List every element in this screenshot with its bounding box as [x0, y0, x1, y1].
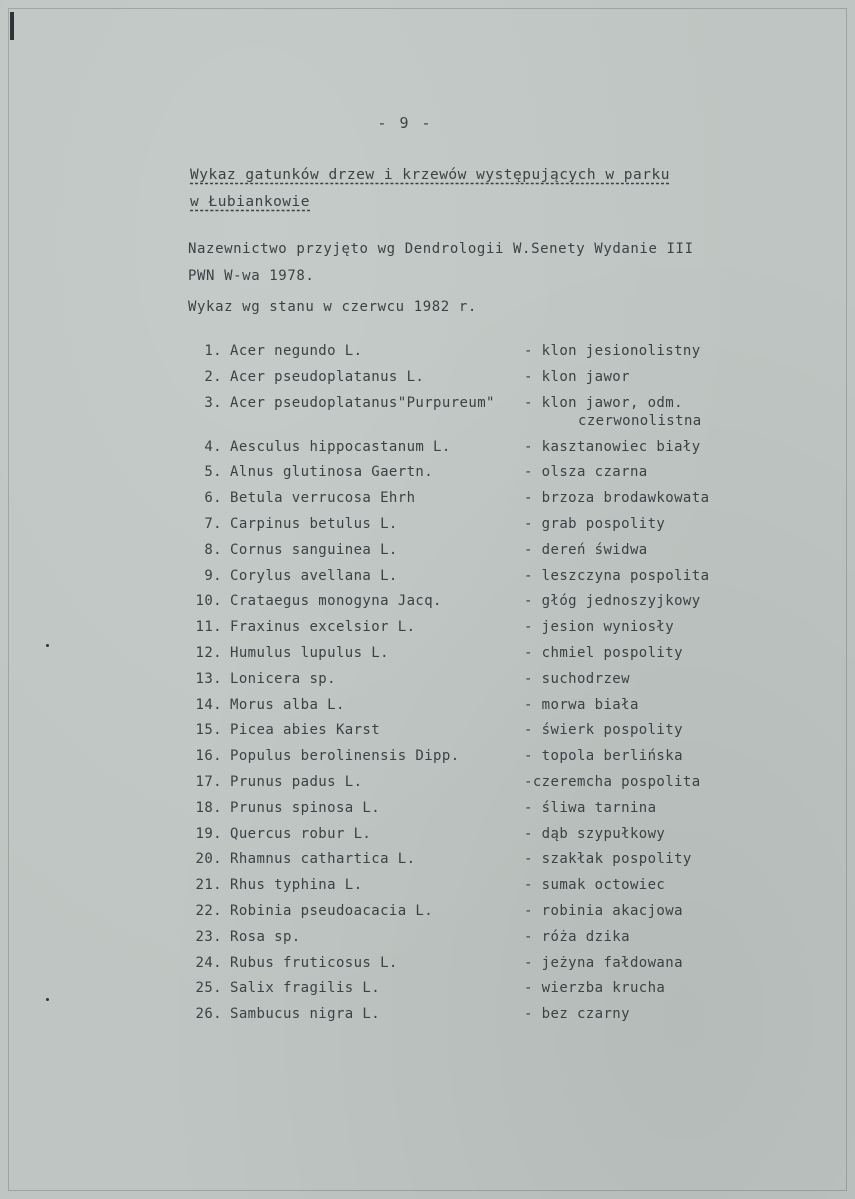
latin-name: Robinia pseudoacacia L. — [230, 902, 434, 919]
list-item — [188, 929, 788, 955]
item-number: 25. — [195, 980, 222, 997]
item-number: 3. — [204, 394, 222, 411]
list-item — [188, 980, 788, 1006]
item-number: 22. — [195, 902, 222, 919]
polish-name: - suchodrzew — [524, 670, 630, 687]
list-item — [188, 369, 788, 395]
intro-line-3: Wykaz wg stanu w czerwcu 1982 r. — [188, 299, 477, 315]
list-item — [188, 619, 788, 645]
item-number: 1. — [204, 343, 222, 359]
item-number: 19. — [195, 825, 222, 842]
margin-dot — [46, 644, 49, 647]
polish-name: - głóg jednoszyjkowy — [524, 593, 701, 610]
polish-name: - świerk pospolity — [524, 722, 683, 739]
latin-name: Rubus fruticosus L. — [230, 954, 398, 971]
polish-name: - morwa biała — [524, 696, 639, 713]
list-item — [188, 851, 788, 877]
latin-name: Acer pseudoplatanus"Purpureum" — [230, 394, 495, 411]
item-number: 26. — [195, 1006, 222, 1023]
latin-name: Acer negundo L. — [230, 343, 363, 359]
item-number: 24. — [195, 954, 222, 971]
item-number: 7. — [204, 515, 222, 532]
item-number: 11. — [195, 619, 222, 636]
latin-name: Sambucus nigra L. — [230, 1006, 381, 1023]
list-item — [188, 955, 788, 981]
item-number: 21. — [195, 877, 222, 894]
intro-paragraph — [188, 236, 808, 321]
item-number: 23. — [195, 928, 222, 945]
item-number: 16. — [195, 748, 222, 765]
list-item — [188, 774, 788, 800]
list-item — [188, 697, 788, 723]
intro-line-2: PWN W-wa 1978. — [188, 268, 315, 284]
list-item — [188, 343, 788, 369]
item-number: 2. — [204, 368, 222, 385]
item-number: 12. — [195, 644, 222, 661]
polish-name: - robinia akacjowa — [524, 902, 683, 919]
list-item — [188, 826, 788, 852]
latin-name: Morus alba L. — [230, 696, 345, 713]
polish-name: - olsza czarna — [524, 464, 648, 481]
item-number: 17. — [195, 773, 222, 790]
margin-dot — [46, 998, 49, 1001]
polish-name: - dąb szypułkowy — [524, 825, 666, 842]
latin-name: Cornus sanguinea L. — [230, 541, 398, 558]
list-item — [188, 800, 788, 826]
list-item — [188, 516, 788, 542]
list-item — [188, 542, 788, 568]
latin-name: Crataegus monogyna Jacq. — [230, 593, 442, 610]
latin-name: Acer pseudoplatanus L. — [230, 368, 425, 385]
latin-name: Prunus spinosa L. — [230, 799, 381, 816]
item-number: 4. — [204, 438, 222, 455]
list-item — [188, 439, 788, 465]
latin-name: Rhus typhina L. — [230, 877, 363, 894]
item-number: 20. — [195, 851, 222, 868]
species-list — [188, 343, 788, 1032]
list-item — [188, 490, 788, 516]
list-item — [188, 395, 788, 439]
polish-name: - jesion wyniosły — [524, 619, 675, 636]
intro-line-1: Nazewnictwo przyjęto wg Dendrologii W.Senety Wydanie III — [188, 241, 694, 257]
list-item — [188, 671, 788, 697]
polish-name: - szakłak pospolity — [524, 851, 692, 868]
item-number: 15. — [195, 722, 222, 739]
latin-name: Carpinus betulus L. — [230, 515, 398, 532]
list-item — [188, 645, 788, 671]
latin-name: Rosa sp. — [230, 928, 301, 945]
list-item — [188, 903, 788, 929]
item-number: 9. — [204, 567, 222, 584]
item-number: 5. — [204, 464, 222, 481]
latin-name: Betula verrucosa Ehrh — [230, 490, 416, 507]
polish-name: - jeżyna fałdowana — [524, 954, 683, 971]
list-item — [188, 464, 788, 490]
list-item — [188, 1006, 788, 1032]
latin-name: Populus berolinensis Dipp. — [230, 748, 460, 765]
polish-name: - klon jawor — [524, 368, 630, 385]
latin-name: Humulus lupulus L. — [230, 644, 389, 661]
list-item — [188, 748, 788, 774]
latin-name: Alnus glutinosa Gaertn. — [230, 464, 434, 481]
polish-name: - wierzba krucha — [524, 980, 666, 997]
item-number: 8. — [204, 541, 222, 558]
list-item — [188, 593, 788, 619]
list-item — [188, 877, 788, 903]
polish-name: - chmiel pospolity — [524, 644, 683, 661]
polish-name: - topola berlińska — [524, 748, 683, 765]
latin-name: Lonicera sp. — [230, 670, 336, 687]
latin-name: Fraxinus excelsior L. — [230, 619, 416, 636]
title-line-1: Wykaz gatunków drzew i krzewów występujących w parku — [190, 167, 670, 183]
polish-name: - klon jawor, odm. — [524, 394, 683, 411]
latin-name: Aesculus hippocastanum L. — [230, 438, 451, 455]
latin-name: Salix fragilis L. — [230, 980, 381, 997]
polish-name: - grab pospolity — [524, 515, 666, 532]
item-number: 14. — [195, 696, 222, 713]
page-number: - 9 - — [377, 114, 433, 132]
item-number: 10. — [195, 593, 222, 610]
title-line-2: w Łubiankowie — [190, 194, 310, 210]
list-item — [188, 568, 788, 594]
item-number: 18. — [195, 799, 222, 816]
polish-name: - brzoza brodawkowata — [524, 490, 710, 507]
polish-name: - róża dzika — [524, 928, 630, 945]
latin-name: Rhamnus cathartica L. — [230, 851, 416, 868]
polish-name: - leszczyna pospolita — [524, 567, 710, 584]
item-number: 13. — [195, 670, 222, 687]
polish-name: - bez czarny — [524, 1006, 630, 1023]
polish-name: - sumak octowiec — [524, 877, 666, 894]
polish-name: - kasztanowiec biały — [524, 438, 701, 455]
polish-name: - klon jesionolistny — [524, 343, 701, 359]
list-item — [188, 722, 788, 748]
corner-mark — [10, 12, 14, 40]
polish-name: -czeremcha pospolita — [524, 773, 701, 790]
latin-name: Picea abies Karst — [230, 722, 381, 739]
item-number: 6. — [204, 490, 222, 507]
document-title — [190, 162, 790, 216]
polish-name-continuation: czerwonolistna — [578, 412, 702, 429]
polish-name: - śliwa tarnina — [524, 799, 657, 816]
latin-name: Prunus padus L. — [230, 773, 363, 790]
polish-name: - dereń świdwa — [524, 541, 648, 558]
latin-name: Quercus robur L. — [230, 825, 372, 842]
latin-name: Corylus avellana L. — [230, 567, 398, 584]
